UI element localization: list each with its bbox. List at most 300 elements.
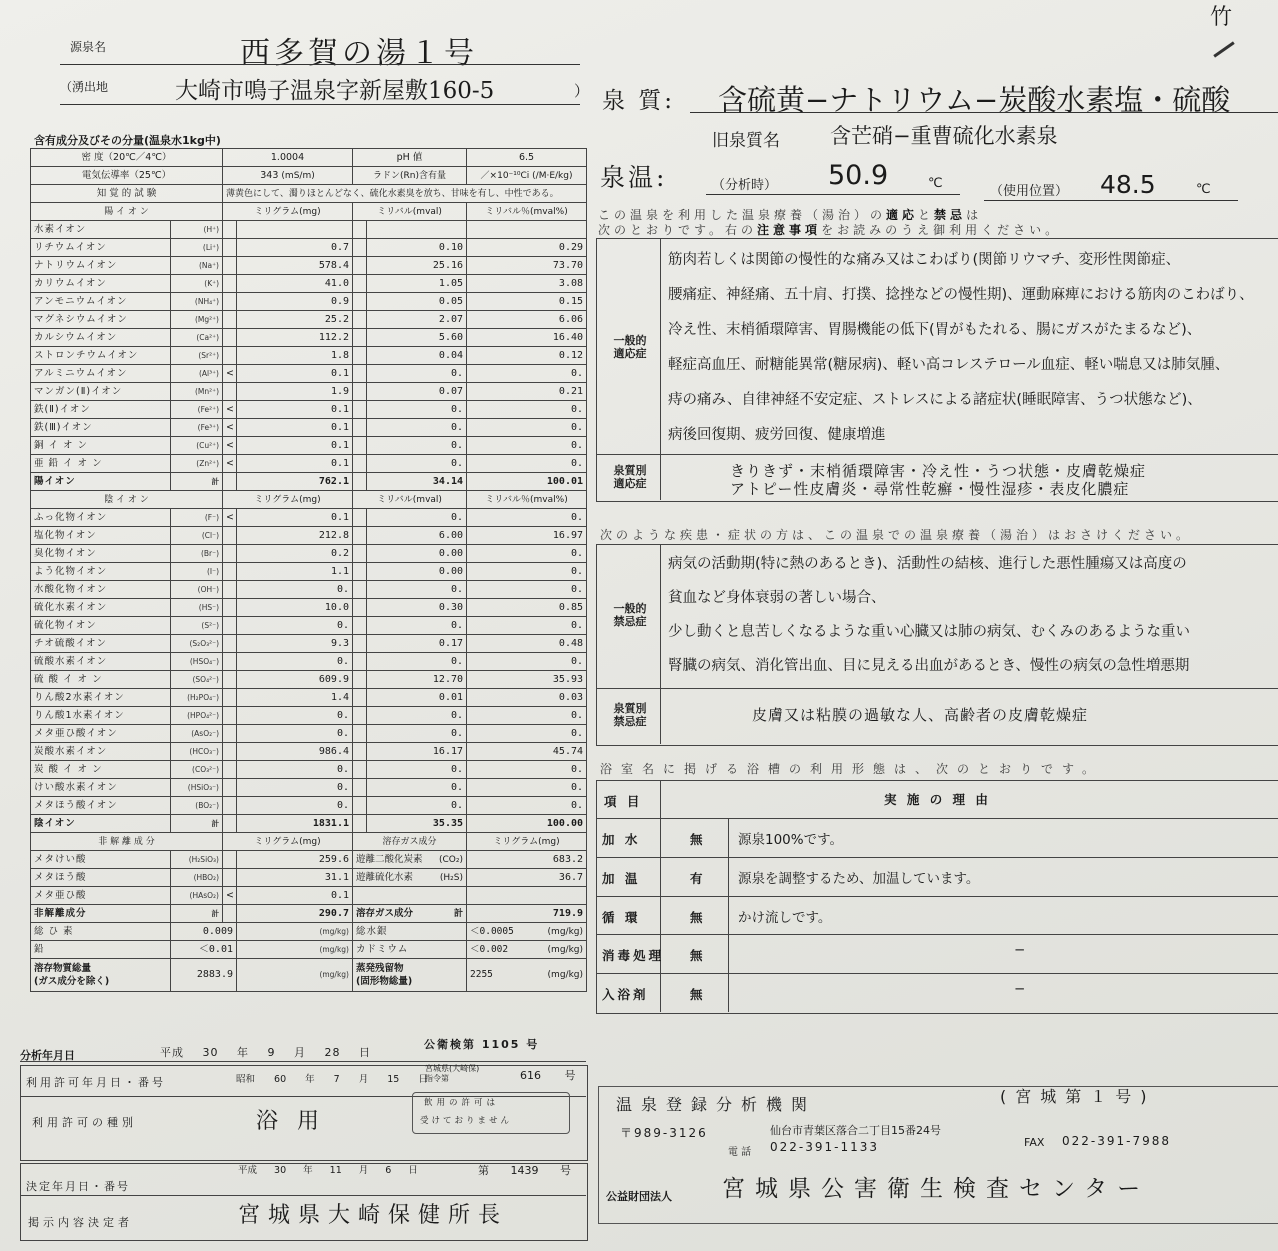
ion-name: アルミニウムイオン — [31, 365, 171, 383]
ion-symbol: (Li⁺) — [171, 239, 223, 257]
mg-value: 1.4 — [237, 689, 353, 707]
ion-symbol: (BO₂⁻) — [171, 797, 223, 815]
specific-indications-label: 泉質別 適応症 — [613, 464, 647, 490]
lab-tel-label: 電 話 — [728, 1147, 752, 1158]
mg-value: 10.0 — [237, 599, 353, 617]
gas-name — [353, 851, 467, 869]
table-row — [31, 617, 587, 635]
ion-symbol: (HCO₃⁻) — [171, 743, 223, 761]
ion-name: カルシウムイオン — [31, 329, 171, 347]
table-row — [31, 725, 587, 743]
mval-pct-value: 45.74 — [467, 743, 587, 761]
spacer — [353, 581, 367, 599]
spacer — [353, 239, 367, 257]
gas-mg-value: 683.2 — [467, 851, 587, 869]
table-row — [31, 275, 587, 293]
intro-part: は — [966, 208, 983, 222]
ion-symbol: (HSO₄⁻) — [171, 653, 223, 671]
ion-name: 水素イオン — [31, 221, 171, 239]
lt-mark: < — [223, 509, 237, 527]
ion-symbol: (Zn²⁺) — [171, 455, 223, 473]
mg-value: 1.9 — [237, 383, 353, 401]
lt-mark — [223, 869, 237, 887]
mval-value: 34.14 — [367, 473, 467, 491]
spacer — [353, 455, 367, 473]
lt-mark: < — [223, 455, 237, 473]
ion-name: けい酸水素イオン — [31, 779, 171, 797]
table-row — [31, 311, 587, 329]
metal-label: 総 ひ 素 — [31, 923, 171, 941]
gas-symbol: 計 — [454, 908, 464, 919]
contraindications-row-divider — [596, 688, 1278, 689]
bath-reason: − — [1014, 981, 1026, 998]
mval-value: 0.00 — [367, 545, 467, 563]
mval-pct-value: 0. — [467, 455, 587, 473]
ion-symbol: (Fe²⁺) — [171, 401, 223, 419]
table-row — [31, 869, 587, 887]
temperature-label: 泉温: — [600, 163, 668, 192]
mval-pct-value — [467, 221, 587, 239]
ion-name: ストロンチウムイオン — [31, 347, 171, 365]
decision-divider — [20, 1195, 586, 1196]
ion-symbol: (Br⁻) — [171, 545, 223, 563]
gas-symbol: (H₂S) — [439, 872, 464, 883]
bath-reason: 源泉を調整するため、加温しています。 — [738, 870, 980, 887]
intro-part: 次のとおりです。右の — [598, 223, 758, 237]
decider-label: 掲示内容決定者 — [28, 1216, 133, 1229]
ion-symbol: (SO₄²⁻) — [171, 671, 223, 689]
table-row — [31, 671, 587, 689]
mval-value: 16.17 — [367, 743, 467, 761]
table-row — [31, 653, 587, 671]
metal-value: ＜0.0005 — [470, 925, 514, 937]
permit-number: 616 号 — [520, 1069, 576, 1082]
spacer — [353, 815, 367, 833]
contraindications-divider — [660, 544, 661, 744]
radon-label: ラドン(Rn)含有量 — [353, 167, 467, 185]
table-row — [31, 581, 587, 599]
bath-flag: 無 — [690, 948, 703, 964]
conductivity-value: 343 — [260, 169, 279, 181]
mval-pct-value: 0. — [467, 563, 587, 581]
dissolved-unit: (mg/kg) — [237, 959, 353, 992]
ion-name: チオ硫酸イオン — [31, 635, 171, 653]
ion-symbol: (Mg²⁺) — [171, 311, 223, 329]
bath-flag: 無 — [690, 909, 703, 925]
intro-line-2 — [598, 223, 1238, 238]
permit-type-value: 浴 用 — [256, 1109, 325, 1134]
spacer — [353, 689, 367, 707]
lt-mark — [223, 329, 237, 347]
spacer — [353, 563, 367, 581]
spacer — [353, 383, 367, 401]
header-cell: ミリグラム(mg) — [467, 833, 587, 851]
mval-pct-value: 0. — [467, 437, 587, 455]
table-row — [31, 815, 587, 833]
lab-fax: 022-391-7988 — [1062, 1134, 1172, 1148]
lt-mark — [223, 797, 237, 815]
mval-value: 0. — [367, 581, 467, 599]
table-row — [31, 473, 587, 491]
ion-name: ナトリウムイオン — [31, 257, 171, 275]
text-line: 貧血など身体衰弱の著しい場合、 — [668, 590, 886, 606]
mg-value: 762.1 — [237, 473, 353, 491]
mg-value: 0.2 — [237, 545, 353, 563]
intro-emph-indication: 適応 — [886, 208, 919, 222]
bath-item: 消毒処理 — [602, 948, 665, 964]
drinking-note-line1: 飲用の許可は — [424, 1098, 500, 1108]
lt-mark: < — [223, 365, 237, 383]
table-row — [31, 905, 587, 923]
mval-pct-value: 0. — [467, 401, 587, 419]
mval-value: 6.00 — [367, 527, 467, 545]
header-cell: ミリバル％(mval%) — [467, 203, 587, 221]
ion-symbol: (Sr²⁺) — [171, 347, 223, 365]
ion-symbol: (CO₃²⁻) — [171, 761, 223, 779]
lt-mark — [223, 257, 237, 275]
mval-value: 0.17 — [367, 635, 467, 653]
ion-symbol: (S²⁻) — [171, 617, 223, 635]
ion-name: リチウムイオン — [31, 239, 171, 257]
residue-value: 2255 — [470, 969, 493, 980]
temp-analysis-unit: ℃ — [928, 176, 943, 191]
mval-value: 5.60 — [367, 329, 467, 347]
header-cell: ミリグラム(mg) — [223, 833, 353, 851]
lab-name: 宮城県公害衛生検査センター — [722, 1176, 1151, 1202]
mval-value: 0. — [367, 617, 467, 635]
conductivity-unit: (mS/m) — [281, 170, 315, 181]
mval-pct-value: 3.08 — [467, 275, 587, 293]
mg-value: 0. — [237, 779, 353, 797]
bath-row-divider — [596, 934, 1278, 935]
mg-value: 0.7 — [237, 239, 353, 257]
radon-unit: ／×10⁻¹⁰Ci (/M·E/kg) — [467, 167, 587, 185]
ion-name: 炭酸水素イオン — [31, 743, 171, 761]
mval-pct-value: 0.03 — [467, 689, 587, 707]
conductivity-label: 電気伝導率（25℃） — [31, 167, 223, 185]
table-title: 含有成分及びその分量(温泉水1kg中) — [34, 134, 221, 147]
density-value: 1.0004 — [223, 149, 353, 167]
mval-pct-value: 0.12 — [467, 347, 587, 365]
metal-value: 0.009 — [171, 923, 237, 941]
lab-name-prefix: 公益財団法人 — [606, 1190, 672, 1203]
mg-value: 0. — [237, 707, 353, 725]
header-cell: ミリグラム(mg) — [223, 203, 353, 221]
metal-value-cell — [467, 941, 587, 959]
lt-mark — [223, 689, 237, 707]
component-name: メタほう酸 — [31, 869, 171, 887]
permit-type-label: 利用許可の種別 — [32, 1116, 137, 1129]
general-contraindications-label: 一般的 禁忌症 — [613, 602, 647, 628]
mval-value: 0. — [367, 707, 467, 725]
residue-unit: (mg/kg) — [547, 970, 584, 980]
source-underline — [60, 64, 580, 65]
spacer — [353, 653, 367, 671]
mg-value: 259.6 — [237, 851, 353, 869]
mval-value: 2.07 — [367, 311, 467, 329]
mval-pct-value: 0.29 — [467, 239, 587, 257]
lt-mark — [223, 275, 237, 293]
spacer — [353, 797, 367, 815]
table-row — [31, 707, 587, 725]
table-row — [31, 221, 587, 239]
lt-mark — [223, 545, 237, 563]
ion-name: よう化物イオン — [31, 563, 171, 581]
mval-value: 0.04 — [367, 347, 467, 365]
mval-value: 0.00 — [367, 563, 467, 581]
intro-part: この温泉を利用した温泉療養（湯治）の — [598, 208, 887, 222]
lt-mark: < — [223, 419, 237, 437]
text-line: 腰痛症、神経痛、五十肩、打撲、捻挫などの慢性期)、運動麻痺における筋肉のこわばり、 — [668, 287, 1254, 303]
lt-mark — [223, 707, 237, 725]
ion-name: 陽イオン — [31, 473, 171, 491]
lt-mark — [223, 779, 237, 797]
ion-symbol: (I⁻) — [171, 563, 223, 581]
mg-value: 290.7 — [237, 905, 353, 923]
ion-symbol: 計 — [171, 473, 223, 491]
table-row — [31, 401, 587, 419]
mval-value: 12.70 — [367, 671, 467, 689]
ion-name: メタ亜ひ酸イオン — [31, 725, 171, 743]
spacer — [353, 635, 367, 653]
table-row — [31, 527, 587, 545]
bath-flag: 無 — [690, 987, 703, 1003]
spacer — [353, 257, 367, 275]
metal-value: ＜0.01 — [171, 941, 237, 959]
table-row — [31, 149, 587, 167]
bath-item: 加 水 — [602, 832, 641, 847]
mg-value: 0. — [237, 581, 353, 599]
metal-unit: (mg/kg) — [237, 941, 353, 959]
bath-usage-intro: 浴室名に掲げる浴槽の利用形態は、次のとおりです。 — [600, 762, 1104, 776]
table-row — [31, 491, 587, 509]
lt-mark — [223, 725, 237, 743]
conductivity-cell — [223, 167, 353, 185]
spacer — [353, 275, 367, 293]
ion-name: 陰イオン — [31, 815, 171, 833]
mg-value: 0. — [237, 653, 353, 671]
mval-value: 0.05 — [367, 293, 467, 311]
mg-value: 9.3 — [237, 635, 353, 653]
mg-value: 112.2 — [237, 329, 353, 347]
gas-name — [353, 887, 467, 905]
mval-value: 0. — [367, 437, 467, 455]
metal-unit: (mg/kg) — [237, 923, 353, 941]
bath-flag: 有 — [690, 870, 703, 886]
spacer — [353, 707, 367, 725]
header-cell: 陽 イ オ ン — [31, 203, 223, 221]
spacer — [353, 545, 367, 563]
mg-value: 0. — [237, 797, 353, 815]
spacer — [353, 293, 367, 311]
analysis-date-label: 分析年月日 — [20, 1049, 75, 1062]
mval-pct-value: 100.00 — [467, 815, 587, 833]
mg-value: 0. — [237, 617, 353, 635]
dissolved-label-line2: (ガス成分を除く) — [34, 976, 110, 987]
ion-symbol: (Na⁺) — [171, 257, 223, 275]
table-row — [31, 347, 587, 365]
header-cell: 陰 イ オ ン — [31, 491, 223, 509]
ion-symbol: (S₂O₃²⁻) — [171, 635, 223, 653]
ion-name: 硫酸水素イオン — [31, 653, 171, 671]
header-cell: ミリバル(mval) — [353, 203, 467, 221]
lab-address: 仙台市青葉区落合二丁目15番24号 — [770, 1124, 941, 1137]
spacer — [353, 599, 367, 617]
header-cell: ミリバル％(mval%) — [467, 491, 587, 509]
metal-value: ＜0.002 — [470, 943, 509, 955]
lt-mark — [223, 293, 237, 311]
component-symbol: (HAsO₂) — [171, 887, 223, 905]
mval-value: 0. — [367, 797, 467, 815]
mval-value: 0. — [367, 725, 467, 743]
residue-label-line1: 蒸発残留物 — [356, 963, 404, 974]
ion-name: 亜 鉛 イ オ ン — [31, 455, 171, 473]
intro-emph-contraindication: 禁忌 — [934, 208, 967, 222]
table-row — [31, 437, 587, 455]
permit-date-label: 利用許可年月日・番号 — [26, 1076, 166, 1089]
drinking-note-line2: 受けておりません — [420, 1116, 513, 1126]
ion-symbol: (HSiO₃⁻) — [171, 779, 223, 797]
ion-name: 鉄(Ⅲ)イオン — [31, 419, 171, 437]
spacer — [353, 347, 367, 365]
table-row — [31, 599, 587, 617]
analysis-date-value: 平成 30 年 9 月 28 日 — [160, 1046, 371, 1059]
text-line: 筋肉若しくは関節の慢性的な痛み又はこわばり(関節リウマチ、変形性関節症、 — [668, 252, 1181, 268]
spacer — [353, 779, 367, 797]
mval-value: 0. — [367, 365, 467, 383]
lt-mark — [223, 851, 237, 869]
mval-pct-value: 0. — [467, 617, 587, 635]
table-row — [31, 239, 587, 257]
residue-label — [353, 959, 467, 992]
mval-pct-value: 100.01 — [467, 473, 587, 491]
ph-label: pH 値 — [353, 149, 467, 167]
component-symbol: (H₂SiO₃) — [171, 851, 223, 869]
mg-value: 0.1 — [237, 401, 353, 419]
mval-pct-value: 0. — [467, 365, 587, 383]
mval-pct-value: 0. — [467, 725, 587, 743]
lt-mark — [223, 599, 237, 617]
mval-value: 0. — [367, 653, 467, 671]
spacer — [353, 509, 367, 527]
lt-mark — [223, 347, 237, 365]
mg-value: 1.8 — [237, 347, 353, 365]
corner-mark — [1213, 41, 1234, 57]
mval-value: 0. — [367, 779, 467, 797]
metal-value-cell — [467, 923, 587, 941]
bath-row-divider — [596, 896, 1278, 897]
spacer — [353, 473, 367, 491]
gas-label: 遊離硫化水素 — [356, 871, 414, 883]
gas-label: 遊離二酸化炭素 — [356, 853, 423, 865]
bath-item: 加 温 — [602, 870, 641, 886]
gas-mg-value: 36.7 — [467, 869, 587, 887]
ion-name: 臭化物イオン — [31, 545, 171, 563]
text-line: 痔の痛み、自律神経不安定症、ストレスによる諸症状(睡眠障害、うつ状態など)、 — [668, 392, 1202, 408]
temp-use-label: （使用位置） — [990, 184, 1069, 199]
bath-row-divider — [596, 973, 1278, 974]
ion-name: マグネシウムイオン — [31, 311, 171, 329]
lt-mark — [223, 563, 237, 581]
spacer — [353, 725, 367, 743]
temp-use-underline — [984, 200, 1238, 201]
gas-mg-value: 719.9 — [467, 905, 587, 923]
lt-mark — [223, 617, 237, 635]
ion-name: 硫化物イオン — [31, 617, 171, 635]
mval-value: 0.07 — [367, 383, 467, 401]
table-row — [31, 941, 587, 959]
old-quality-label: 旧泉質名 — [712, 131, 780, 151]
ion-symbol: 計 — [171, 815, 223, 833]
location-value: 大崎市鳴子温泉字新屋敷160-5 — [175, 78, 495, 104]
mval-pct-value: 0.15 — [467, 293, 587, 311]
location-underline — [60, 104, 580, 105]
mg-value: 0.1 — [237, 887, 353, 905]
lt-mark — [223, 311, 237, 329]
table-row — [31, 545, 587, 563]
mg-value: 212.8 — [237, 527, 353, 545]
table-row — [31, 419, 587, 437]
temp-analysis-label: （分析時） — [712, 178, 778, 193]
ion-name: マンガン(Ⅱ)イオン — [31, 383, 171, 401]
old-quality-value: 含芒硝−重曹硫化水素泉 — [830, 124, 1058, 148]
ion-name: 水酸化物イオン — [31, 581, 171, 599]
temp-analysis-underline — [706, 194, 960, 195]
spacer — [353, 743, 367, 761]
mg-value: 609.9 — [237, 671, 353, 689]
residue-value-cell — [467, 959, 587, 992]
spacer — [353, 419, 367, 437]
decision-date-label: 決定年月日・番号 — [26, 1180, 130, 1193]
spacer — [353, 365, 367, 383]
text-line: 病後回復期、疲労回復、健康増進 — [668, 427, 886, 443]
table-row — [31, 203, 587, 221]
ion-symbol: (Mn²⁺) — [171, 383, 223, 401]
table-row — [31, 923, 587, 941]
sensory-value: 薄黄色にして、濁りほとんどなく、硫化水素臭を放ち、甘味を有し、中性である。 — [223, 185, 587, 203]
location-label: （湧出地 — [60, 80, 109, 94]
header-cell: 非 解 離 成 分 — [31, 833, 223, 851]
metal-unit: (mg/kg) — [547, 944, 584, 955]
bath-reason: − — [1014, 942, 1026, 959]
ion-name: カリウムイオン — [31, 275, 171, 293]
spacer — [353, 311, 367, 329]
ion-symbol: (H₂PO₄⁻) — [171, 689, 223, 707]
spacer — [353, 671, 367, 689]
residue-label-line2: (固形物総量) — [356, 976, 413, 987]
component-name: 非解離成分 — [31, 905, 171, 923]
lt-mark — [223, 221, 237, 239]
gas-name — [353, 905, 467, 923]
lt-mark: < — [223, 401, 237, 419]
lt-mark — [223, 743, 237, 761]
mval-value: 0. — [367, 455, 467, 473]
lab-fax-label: FAX — [1024, 1136, 1045, 1149]
ion-symbol: (Cu²⁺) — [171, 437, 223, 455]
source-name: 西多賀の湯１号 — [240, 36, 478, 71]
mval-pct-value: 16.40 — [467, 329, 587, 347]
spacer — [353, 761, 367, 779]
ion-symbol: (HPO₄²⁻) — [171, 707, 223, 725]
mval-value — [367, 221, 467, 239]
quality-value: 含硫黄−ナトリウム−炭酸水素塩・硫酸 — [718, 83, 1231, 117]
indications-divider — [660, 238, 661, 500]
decider-value: 宮城県大崎保健所長 — [238, 1203, 509, 1228]
metal-unit: (mg/kg) — [547, 926, 584, 937]
text-line: 軽症高血圧、耐糖能異常(糖尿病)、軽い高コレステロール血症、軽い喘息又は肺気腫、 — [668, 357, 1230, 373]
lt-mark: < — [223, 437, 237, 455]
mval-pct-value: 0. — [467, 419, 587, 437]
